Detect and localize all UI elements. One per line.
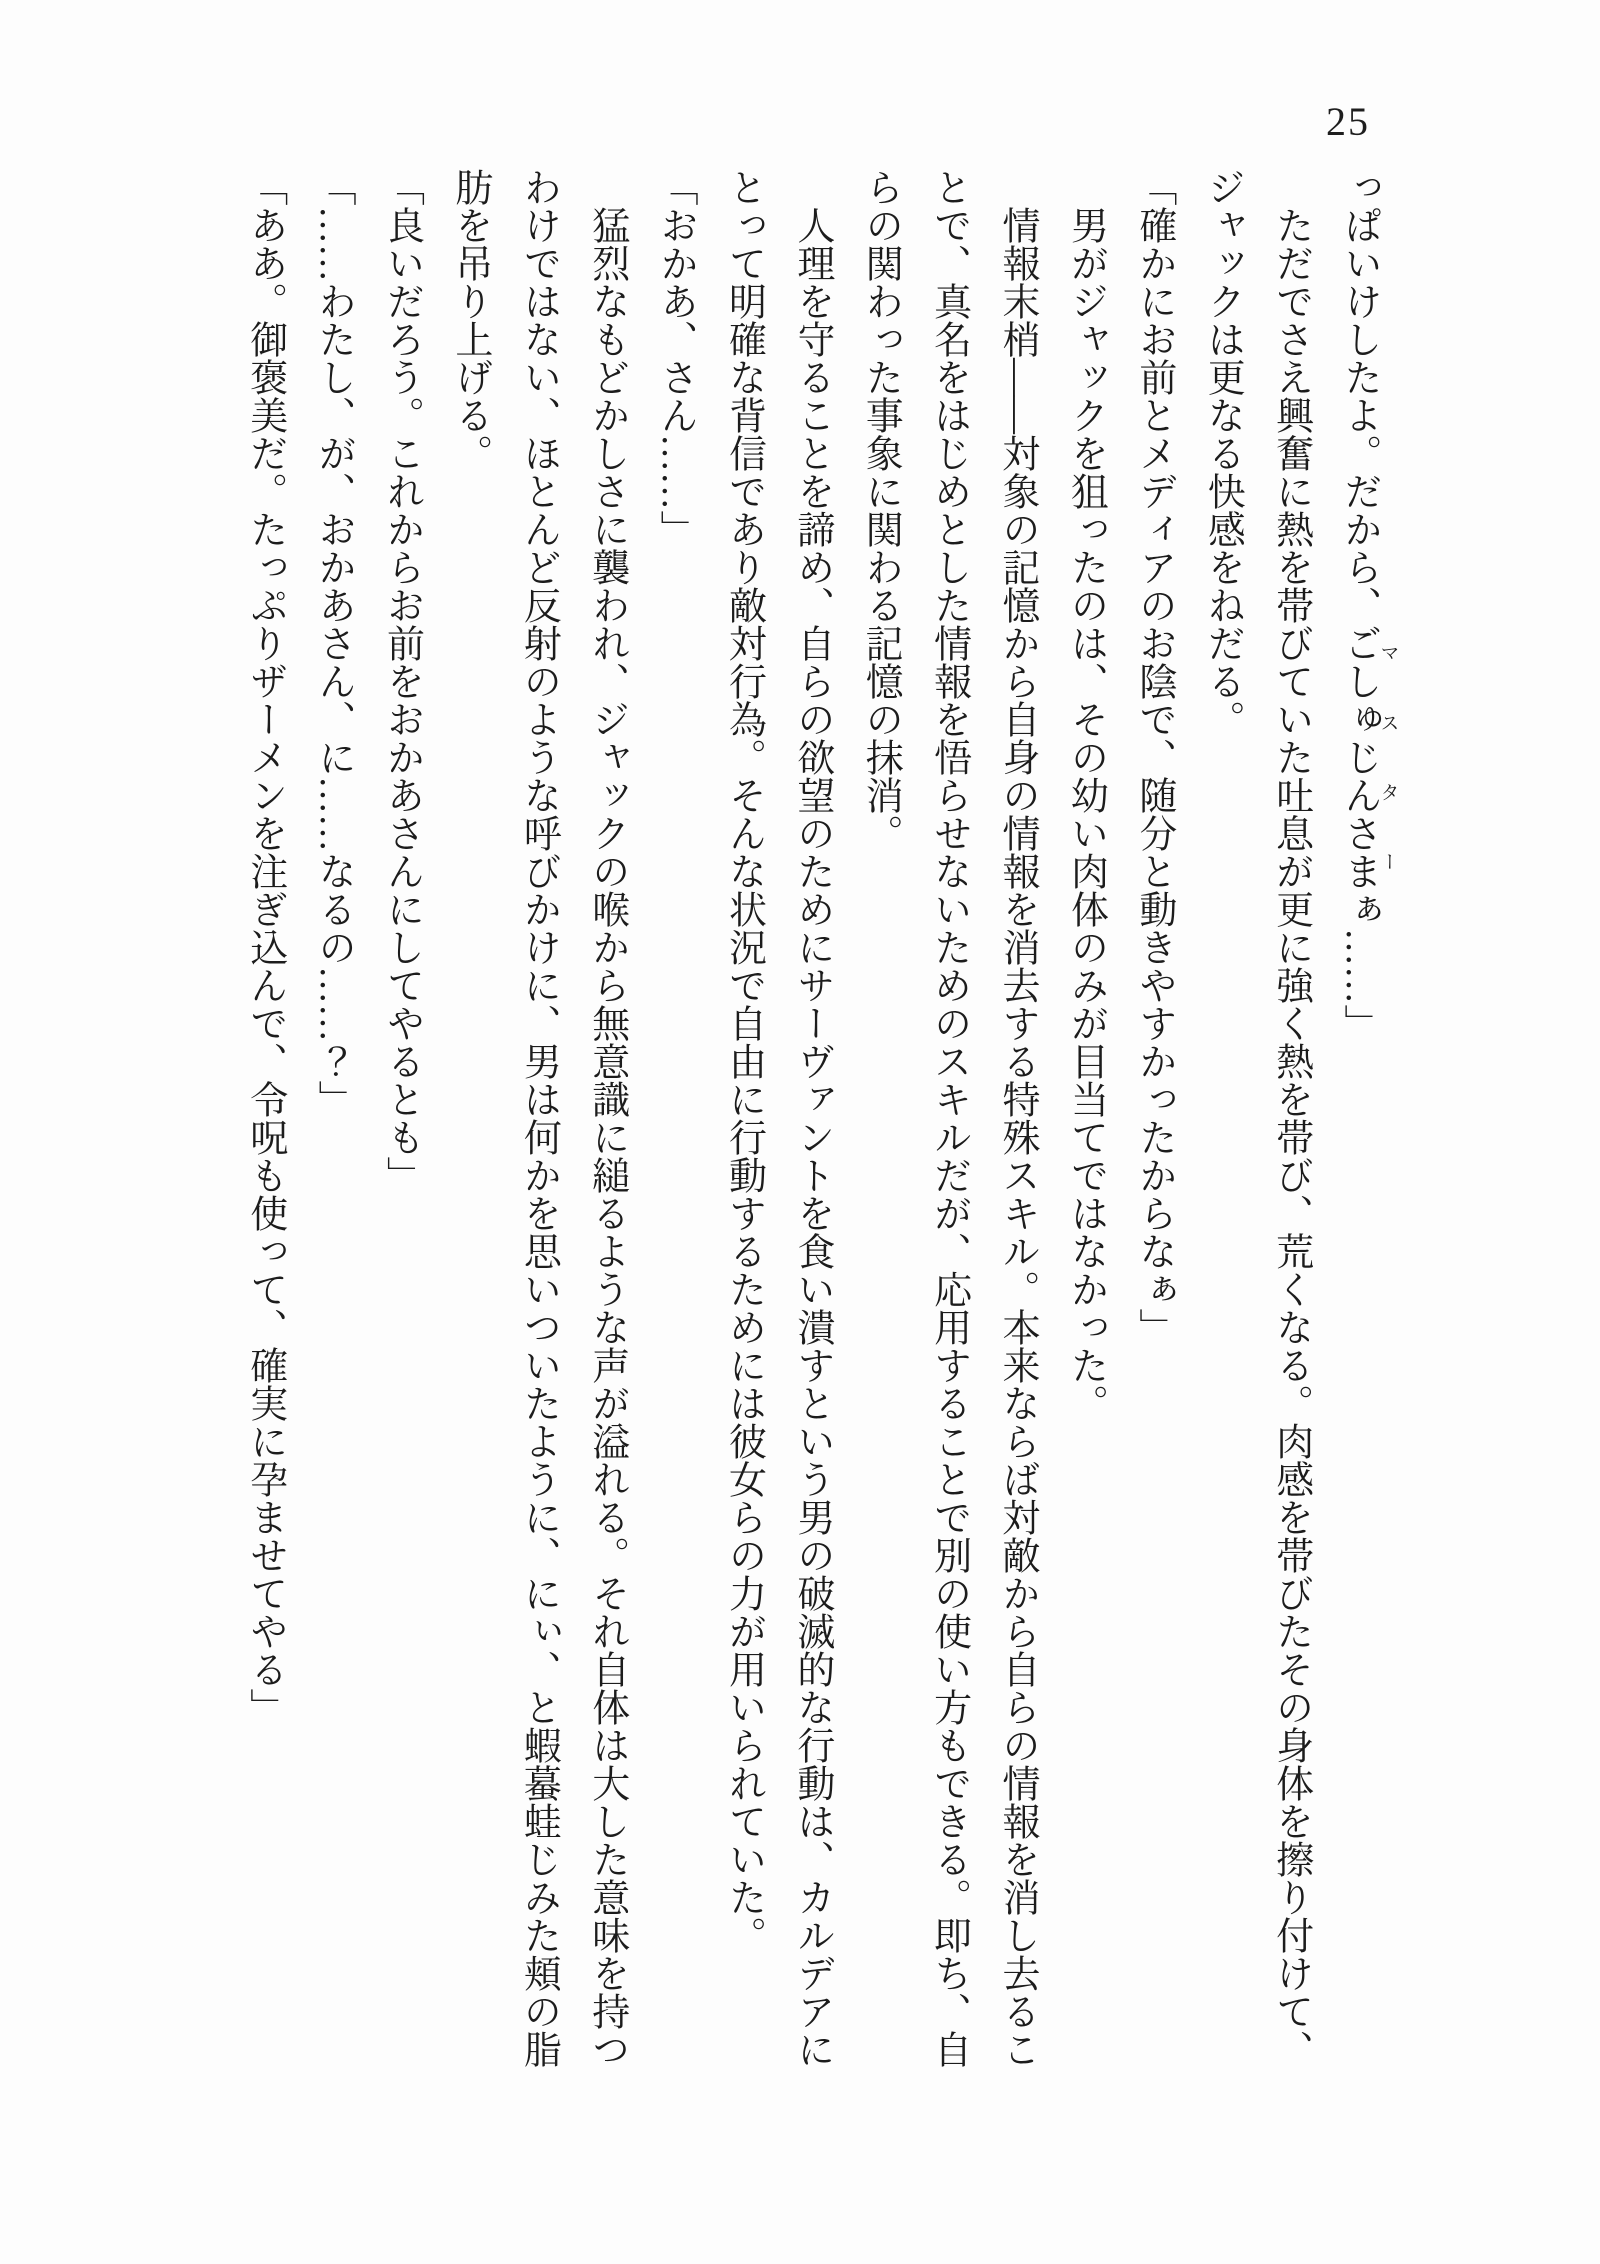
paragraph-7-dialogue: 「おかあ、さん……」	[654, 168, 697, 548]
paragraph-5: 情報末梢――対象の記憶から自身の情報を消去する特殊スキル。本来ならば対敵から自らの情報を消し去ることで、真名をはじめとした情報を悟らせないためのスキルだが、応用することで別の使い方もできる。即ち、自らの関わった事象に関わる記憶の抹消。	[859, 168, 1039, 2068]
page-number: 25	[1326, 99, 1370, 144]
paragraph-10-dialogue: 「……わたし、が、おかあさん、に……なるの……？」	[312, 168, 355, 1118]
paragraph-9-dialogue: 「良いだろう。これからお前をおかあさんにしてやるとも」	[380, 168, 423, 1194]
paragraph-6: 人理を守ることを諦め、自らの欲望のためにサーヴァントを食い潰すという男の破滅的な行動は、カルデアにとって明確な背信であり敵対行為。そんな状況で自由に行動するためには彼女らの力が用いられていた。	[722, 168, 833, 2068]
paragraph-2: ただでさえ興奮に熱を帯びていた吐息が更に強く熱を帯び、荒くなる。肉感を帯びたその身体を擦り付けて、ジャックは更なる快感をねだる。	[1201, 168, 1312, 2068]
paragraph-1-text-before-ruby: っぱいけしたよ。だから、	[1338, 168, 1380, 624]
paragraph-8: 猛烈なもどかしさに襲われ、ジャックの喉から無意識に縋るような声が溢れる。それ自体は大した意味を持つわけではない、ほとんど反射のような呼びかけに、男は何かを思いついたように、にぃ、と蝦蟇蛙じみた頬の脂肪を吊り上げる。	[448, 168, 628, 2068]
ruby-text: マスター	[1377, 624, 1399, 890]
paragraph-1-text-after-ruby: ぁ……」	[1338, 890, 1380, 1042]
paragraph-3-dialogue: 「確かにお前とメディアのお陰で、随分と動きやすかったからなぁ」	[1132, 168, 1175, 1346]
vertical-text-body	[230, 168, 1398, 2073]
ruby-annotation-master	[1338, 624, 1399, 890]
paragraph-11-dialogue: 「ああ。御褒美だ。たっぷりザーメンを注ぎ込んで、令呪も使って、確実に孕ませてやる」	[243, 168, 286, 1726]
ruby-base: ごしゅじんさま	[1338, 624, 1380, 890]
paragraph-1	[1325, 168, 1398, 2073]
paragraph-4: 男がジャックを狙ったのは、その幼い肉体のみが目当てではなかった。	[1064, 206, 1107, 1422]
